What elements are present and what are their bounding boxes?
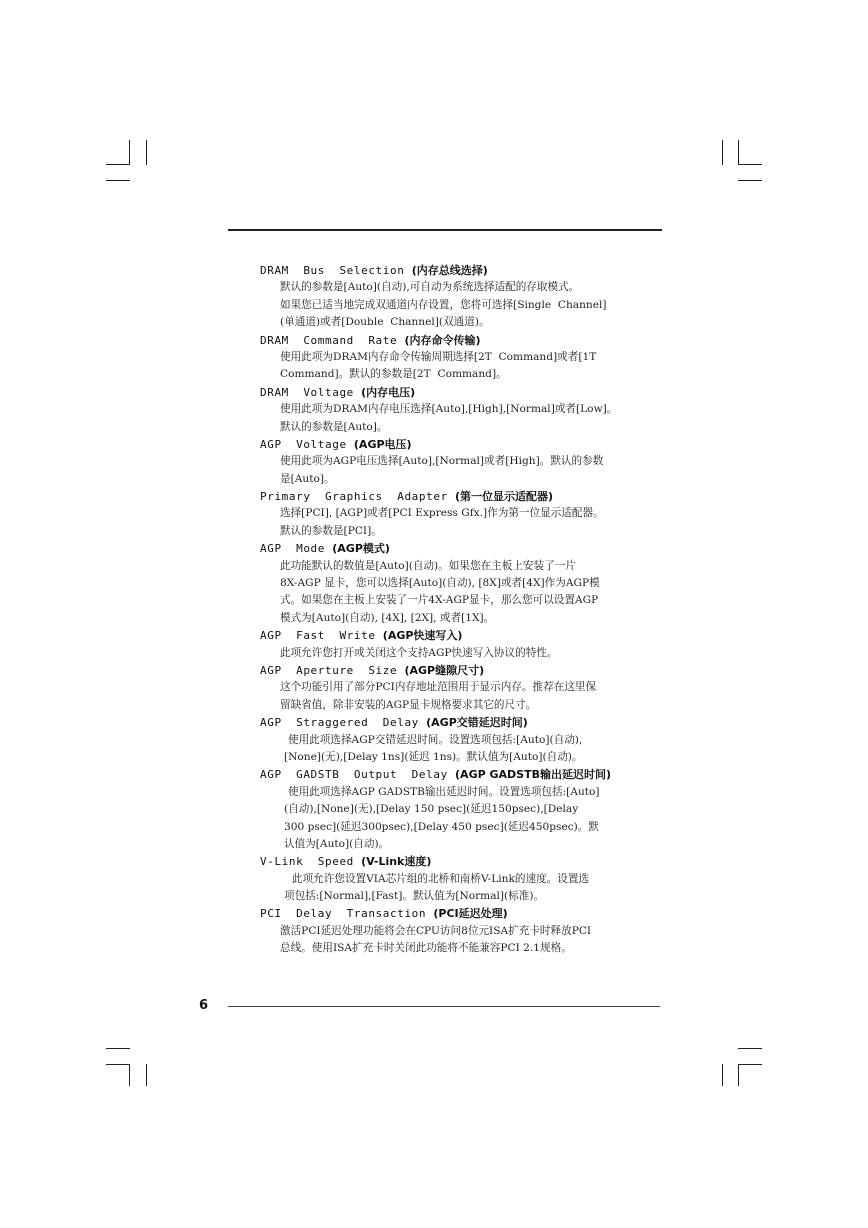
setting-description-line: [None](无),[Delay 1ns](延迟 1ns)。默认值为[Auto](自动)。 <box>284 750 583 763</box>
setting-description-line: (自动),[None](无),[Delay 150 psec](延迟150psec),[Delay <box>284 803 579 816</box>
setting-heading <box>260 714 670 731</box>
setting-description-line: 默认的参数是[Auto](自动),可自动为系统选择适配的存取模式。 <box>280 281 580 294</box>
crop-mark <box>106 1048 130 1049</box>
crop-mark <box>146 140 147 165</box>
setting-description-line: 此功能默认的数值是[Auto](自动)。如果您在主板上安装了一片 <box>280 559 576 572</box>
crop-mark <box>722 140 723 165</box>
setting-description-line: Command]。默认的参数是[2T Command]。 <box>280 368 507 381</box>
crop-mark <box>738 164 762 165</box>
crop-mark <box>106 180 130 181</box>
setting-heading <box>260 853 670 870</box>
setting-description-line: 如果您已适当地完成双通道内存设置，您将可选择[Single Channel] <box>280 298 607 311</box>
setting-name: AGP Aperture Size <box>260 663 398 677</box>
setting-name-cn: (AGP交错延迟时间) <box>426 716 528 730</box>
setting-name-cn: (第一位显示适配器) <box>455 490 554 504</box>
setting-heading <box>260 332 670 349</box>
crop-mark <box>129 1064 130 1086</box>
setting-heading <box>260 662 670 679</box>
manual-content <box>260 262 670 958</box>
setting-name-cn: (AGP GADSTB输出延迟时间) <box>455 768 612 782</box>
footer-rule <box>228 1006 660 1007</box>
crop-mark <box>106 1064 130 1065</box>
setting-description-line: 使用此项为AGP电压选择[Auto],[Normal]或者[High]。默认的参数 <box>280 455 604 468</box>
setting-heading <box>260 262 670 279</box>
bios-setting-item <box>260 488 670 540</box>
setting-name: AGP Mode <box>260 542 326 556</box>
setting-description-line: 模式为[Auto](自动), [4X], [2X], 或者[1X]。 <box>280 611 495 624</box>
setting-description-line: 使用此项为DRAM内存命令传输周期选择[2T Command]或者[1T <box>280 350 597 363</box>
setting-name: AGP Voltage <box>260 437 347 451</box>
setting-heading <box>260 627 670 644</box>
setting-name: Primary Graphics Adapter <box>260 490 448 504</box>
setting-name-cn: (PCI延迟处理) <box>433 907 508 921</box>
crop-mark <box>146 1064 147 1086</box>
crop-mark <box>106 164 130 165</box>
bios-setting-item <box>260 262 670 332</box>
bios-setting-item <box>260 662 670 714</box>
bios-setting-item <box>260 905 670 957</box>
setting-description-line: 使用此项选择AGP GADSTB输出延迟时间。设置选项包括:[Auto] <box>288 785 600 798</box>
setting-description-line: 使用此项选择AGP交错延迟时间。设置选项包括:[Auto](自动), <box>288 733 583 746</box>
setting-description-line: 式。如果您在主板上安装了一片4X-AGP显卡，那么您可以设置AGP <box>280 594 599 607</box>
setting-name-cn: (内存总线选择) <box>411 264 488 277</box>
setting-description-line: 此项允许您设置VIA芯片组的北桥和南桥V-Link的速度。设置选 <box>292 872 590 885</box>
bios-setting-item <box>260 540 670 627</box>
bios-setting-item <box>260 766 670 853</box>
crop-mark <box>738 1064 762 1065</box>
bios-setting-item <box>260 384 670 436</box>
setting-name: PCI Delay Transaction <box>260 907 427 921</box>
setting-name: AGP Straggered Delay <box>260 716 419 730</box>
setting-heading <box>260 766 670 783</box>
setting-description-line: 激活PCI延迟处理功能将会在CPU访问8位元ISA扩充卡时释放PCI <box>280 924 592 937</box>
page-number: 6 <box>199 998 209 1013</box>
setting-name-cn: (V-Link速度) <box>361 855 432 869</box>
setting-description-line: 使用此项为DRAM内存电压选择[Auto],[High],[Normal]或者[Low]。 <box>280 403 618 416</box>
setting-name: DRAM Command Rate <box>260 333 398 347</box>
crop-mark <box>738 180 762 181</box>
crop-mark <box>738 1048 762 1049</box>
crop-mark <box>738 1064 739 1086</box>
setting-description-line: 是[Auto]。 <box>280 472 335 485</box>
setting-name-cn: (内存电压) <box>361 385 416 399</box>
header-rule <box>228 229 662 231</box>
bios-setting-item <box>260 332 670 384</box>
setting-name: DRAM Bus Selection <box>260 264 405 277</box>
bios-setting-item <box>260 714 670 766</box>
crop-mark <box>722 1064 723 1086</box>
setting-heading <box>260 488 670 505</box>
setting-description-line: 默认的参数是[PCI]。 <box>280 524 382 537</box>
setting-name: AGP Fast Write <box>260 629 376 643</box>
setting-description-line: 这个功能引用了部分PCI内存地址范围用于显示内存。推荐在这里保 <box>280 681 597 694</box>
setting-heading <box>260 436 670 453</box>
setting-description-line: 默认的参数是[Auto]。 <box>280 420 388 433</box>
setting-heading <box>260 384 670 401</box>
bios-setting-item <box>260 627 670 662</box>
setting-description-line: 选择[PCI], [AGP]或者[PCI Express Gfx.]作为第一位显示适配器。 <box>280 507 604 520</box>
bios-setting-item <box>260 853 670 905</box>
setting-name-cn: (AGP缝隙尺寸) <box>404 663 485 677</box>
setting-description-line: 8X-AGP 显卡，您可以选择[Auto](自动), [8X]或者[4X]作为AGP模 <box>280 577 600 590</box>
setting-name: AGP GADSTB Output Delay <box>260 768 448 782</box>
setting-heading <box>260 540 670 557</box>
setting-name: DRAM Voltage <box>260 385 354 399</box>
setting-name: V-Link Speed <box>260 855 354 869</box>
setting-name-cn: (内存命令传输) <box>404 333 481 347</box>
setting-description-line: 留缺省值，除非安装的AGP显卡规格要求其它的尺寸。 <box>280 698 537 711</box>
setting-description-line: 项包括:[Normal],[Fast]。默认值为[Normal](标准)。 <box>284 890 545 903</box>
setting-heading <box>260 905 670 922</box>
crop-mark <box>129 140 130 165</box>
setting-description-line: 300 psec](延迟300psec),[Delay 450 psec](延迟450psec)。默 <box>284 820 599 833</box>
crop-mark <box>738 140 739 165</box>
setting-description-line: 总线。使用ISA扩充卡时关闭此功能将不能兼容PCI 2.1规格。 <box>280 942 572 955</box>
setting-name-cn: (AGP快速写入) <box>382 629 463 643</box>
setting-name-cn: (AGP电压) <box>353 437 412 451</box>
setting-description-line: 此项允许您打开或关闭这个支持AGP快速写入协议的特性。 <box>280 646 558 659</box>
setting-name-cn: (AGP模式) <box>332 542 390 556</box>
setting-description-line: 认值为[Auto](自动)。 <box>284 837 390 850</box>
setting-description-line: (单通道)或者[Double Channel](双通道)。 <box>280 316 490 329</box>
bios-setting-item <box>260 436 670 488</box>
